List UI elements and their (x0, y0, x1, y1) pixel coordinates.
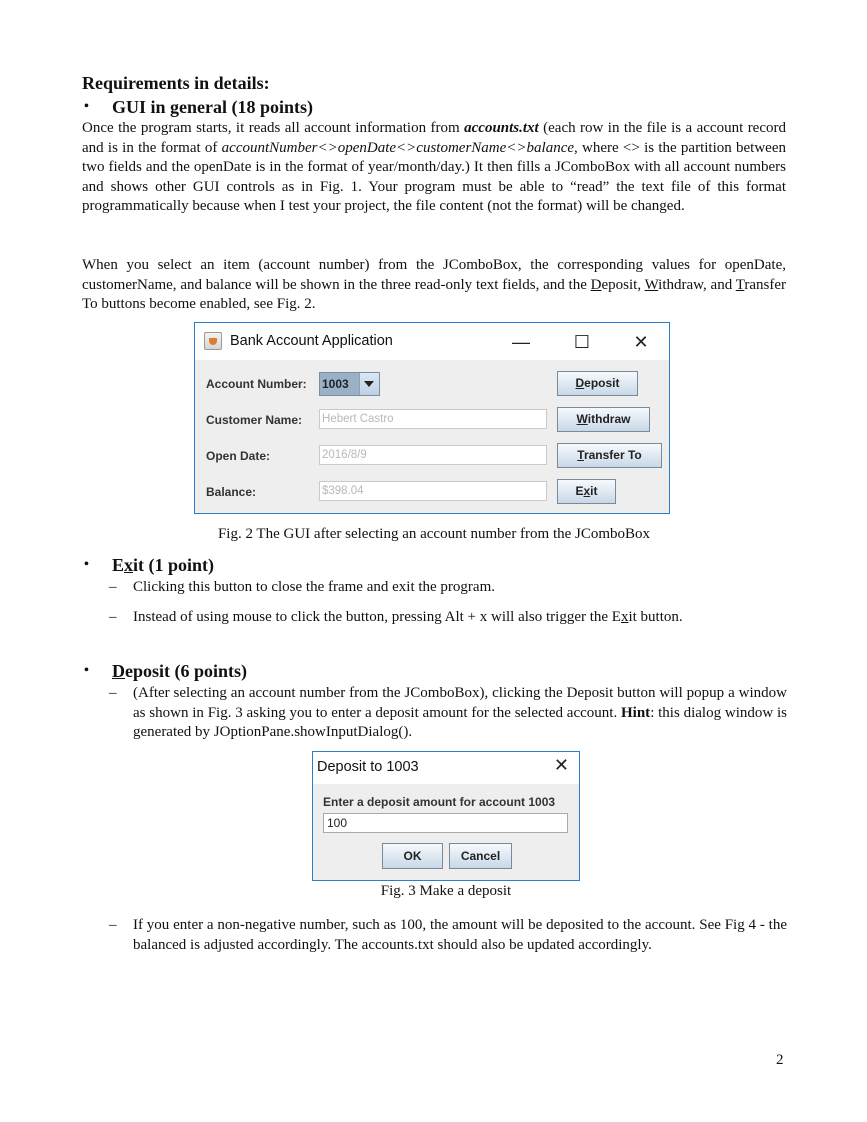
window-title-bar (195, 323, 669, 360)
minimize-icon[interactable]: — (512, 332, 530, 352)
section-title-exit: Exit (1 point) (112, 555, 215, 575)
section-title-deposit: Deposit (6 points) (112, 661, 248, 681)
bank-account-window-figure (194, 322, 670, 514)
cancel-button[interactable]: Cancel (449, 843, 512, 869)
customer-name-label: Customer Name: (206, 413, 303, 427)
deposit-button[interactable]: Deposit (557, 371, 638, 396)
page-heading: Requirements in details: (82, 73, 270, 93)
section-title-gui: GUI in general (18 points) (112, 97, 314, 117)
chevron-down-icon[interactable] (359, 373, 379, 395)
deposit-dialog-figure (312, 751, 580, 881)
combobox-selected-value: 1003 (320, 373, 360, 395)
java-app-icon (204, 332, 222, 350)
customer-name-field[interactable]: Hebert Castro (319, 409, 547, 429)
bullet-icon: • (84, 663, 89, 678)
bullet-icon: • (84, 557, 89, 572)
maximize-icon[interactable]: ☐ (573, 332, 591, 352)
ok-button[interactable]: OK (382, 843, 443, 869)
list-item: – Instead of using mouse to click the button, pressing Alt + x will also trigger the Exit button. (109, 608, 787, 628)
dash-marker: – (109, 579, 117, 595)
balance-field[interactable]: $398.04 (319, 481, 547, 501)
open-date-field[interactable]: 2016/8/9 (319, 445, 547, 465)
gui-paragraph-2: When you select an item (account number) from the JComboBox, the corresponding values for openDate, customerName, and balance will be shown in the three read-only text fields, and the Deposit, Withdraw, and Transfer To buttons become enabled, see Fig. 2. (82, 257, 787, 313)
dialog-title-bar (313, 752, 579, 784)
record-format: accountNumber<>openDate<>customerName<>balance (221, 139, 575, 156)
account-number-combobox[interactable] (319, 372, 380, 396)
dash-marker: – (109, 609, 117, 625)
dialog-message: Enter a deposit amount for account 1003 (323, 795, 556, 809)
dash-marker: – (109, 917, 117, 933)
page-number: 2 (776, 1052, 784, 1068)
open-date-label: Open Date: (206, 449, 271, 463)
account-number-label: Account Number: (206, 377, 307, 391)
dash-marker: – (109, 685, 117, 701)
balance-label: Balance: (206, 485, 257, 499)
gui-paragraph-1: Once the program starts, it reads all account information from accounts.txt (each row in the file is a account record and is in the format of accountNumber<>openDate<>customerName<>balance, where <> is the partition between two fields and the openDate is in the format of year/month/day.) It then fills a JComboBox with all account numbers and shows other GUI controls as in Fig. 1. Your program must be able to “read” the text file of this format programmatically because when I test your project, the file content (not the format) will be changed. (82, 120, 786, 215)
bullet-icon: • (84, 99, 89, 114)
figure-3-caption: Fig. 3 Make a deposit (380, 883, 512, 899)
dialog-title: Deposit to 1003 (317, 759, 419, 775)
close-icon[interactable]: ✕ (633, 332, 649, 352)
withdraw-button[interactable]: Withdraw (557, 407, 650, 432)
list-item: – (After selecting an account number from the JComboBox), clicking the Deposit button will popup a window as shown in Fig. 3 asking you to enter a deposit amount for the selected account. Hint: this dialog window is generated by JOptionPane.showInputDialog(). (109, 685, 788, 741)
list-item: – If you enter a non-negative number, such as 100, the amount will be deposited to the account. See Fig 4 - the balanced is adjusted accordingly. The accounts.txt should also be updated accordingly. (109, 917, 787, 953)
transfer-to-button[interactable]: Transfer To (557, 443, 662, 468)
window-title: Bank Account Application (230, 333, 393, 349)
list-item: – Clicking this button to close the frame and exit the program. (109, 578, 787, 598)
exit-button[interactable]: Exit (557, 479, 616, 504)
figure-2-caption: Fig. 2 The GUI after selecting an account number from the JComboBox (217, 526, 651, 542)
close-icon[interactable]: ✕ (553, 755, 569, 775)
filename-accounts: accounts.txt (464, 120, 539, 136)
deposit-amount-input[interactable]: 100 (323, 813, 568, 833)
